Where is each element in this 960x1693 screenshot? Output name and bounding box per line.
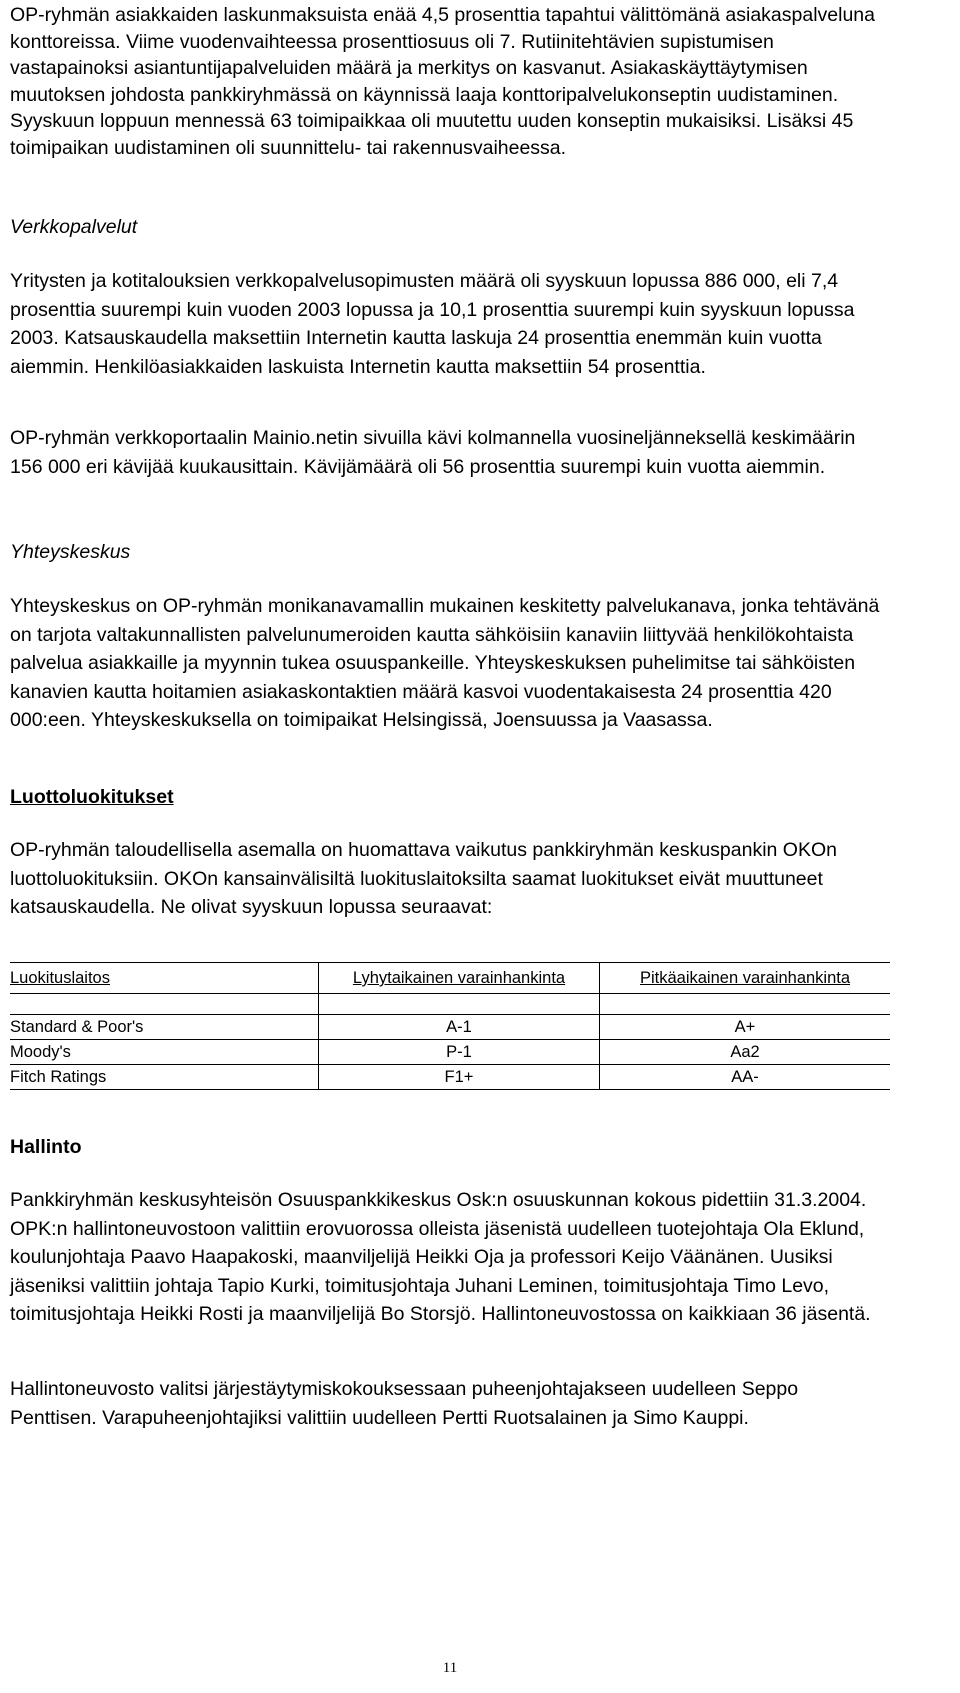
page-number: 11 [442,1660,458,1676]
table-header-cell: Pitkäaikainen varainhankinta [599,963,890,993]
verkkopalvelut-paragraph-1: Yritysten ja kotitalouksien verkkopalvelusopimusten määrä oli syyskuun lopussa 886 000, eli 7,4 prosenttia suurempi kuin vuoden 2003 lopussa ja 10,1 prosenttia suurempi kuin syyskuun lopussa 2003. Katsauskaudella maksettiin Internetin kautta laskuja 24 prosenttia enemmän kuin vuotta aiemmin. Henkilöasiakkaiden laskuista Internetin kautta maksettiin 54 prosenttia. [10,270,855,378]
table-cell: AA- [599,1065,890,1089]
table-cell: Aa2 [599,1040,890,1064]
table-cell: Standard & Poor's [10,1018,144,1036]
table-cell: P-1 [318,1040,599,1064]
yhteyskeskus-paragraph-1: Yhteyskeskus on OP-ryhmän monikanavamallin mukainen keskitetty palvelukanava, jonka tehtävänä on tarjota valtakunnallisten palvelunumeroiden kautta sähköisiin kanaviin liittyvää henkilökohtaista palvelua asiakkaille ja myynnin tukea osuuspankeille. Yhteyskeskuksen puhelimitse tai sähköisten kanavien kautta hoitamien asiakaskontaktien määrä kasvoi vuodentakaisesta 24 prosenttia 420 000:een. Yhteyskeskuksella on toimipaikat Helsingissä, Joensuussa ja Vaasassa. [10,595,880,731]
credit-ratings-table [10,962,890,1090]
section-heading-yhteyskeskus: Yhteyskeskus [10,541,131,563]
table-cell: Moody's [10,1043,71,1061]
table-header-cell: Lyhytaikainen varainhankinta [318,963,599,993]
table-header-cell: Luokituslaitos [10,969,110,987]
hallinto-paragraph-1: Pankkiryhmän keskusyhteisön Osuuspankkikeskus Osk:n osuuskunnan kokous pidettiin 31.3.2004. OPK:n hallintoneuvostoon valittiin erovuorossa olleista jäsenistä uudelleen tuotejohtaja Ola Eklund, koulunjohtaja Paavo Haapakoski, maanviljelijä Heikki Oja ja professori Keijo Väänänen. Uusiksi jäseniksi valittiin johtaja Tapio Kurki, toimitusjohtaja Juhani Leminen, toimitusjohtaja Timo Levo, toimitusjohtaja Heikki Rosti ja maanviljelijä Bo Storsjö. Hallintoneuvostossa on kaikkiaan 36 jäsentä. [10,1189,871,1325]
table-cell: F1+ [318,1065,599,1089]
table-cell: Fitch Ratings [10,1068,107,1086]
hallinto-paragraph-2: Hallintoneuvosto valitsi järjestäytymiskokouksessaan puheenjohtajakseen uudelleen Seppo Penttisen. Varapuheenjohtajiksi valittiin uudelleen Pertti Ruotsalainen ja Simo Kauppi. [10,1378,799,1429]
intro-paragraph: OP-ryhmän asiakkaiden laskunmaksuista enää 4,5 prosenttia tapahtui välittömänä asiakaspalveluna konttoreissa. Viime vuodenvaihteessa prosenttiosuus oli 7. Rutiinitehtävien supistumisen vastapainoksi asiantuntijapalveluiden määrä ja merkitys on kasvanut. Asiakaskäyttäytymisen muutoksen johdosta pankkiryhmässä on käynnissä laaja konttoripalvelukonseptin uudistaminen. Syyskuun loppuun mennessä 63 toimipaikkaa oli muutettu uuden konseptin mukaisiksi. Lisäksi 45 toimipaikan uudistaminen oli suunnittelu- tai rakennusvaiheessa. [10,4,875,159]
table-spacer-row [10,994,890,1015]
table-row [10,1065,890,1090]
section-heading-verkkopalvelut: Verkkopalvelut [10,216,138,238]
table-cell: A-1 [318,1015,599,1039]
table-row [10,1015,890,1040]
table-cell: A+ [599,1015,890,1039]
table-row [10,1040,890,1065]
section-heading-luottoluokitukset: Luottoluokitukset [10,786,174,808]
table-header-row [10,962,890,994]
verkkopalvelut-paragraph-2: OP-ryhmän verkkoportaalin Mainio.netin sivuilla kävi kolmannella vuosineljänneksellä keskimäärin 156 000 eri kävijää kuukausittain. Kävijämäärä oli 56 prosenttia suurempi kuin vuotta aiemmin. [10,427,856,478]
section-heading-hallinto: Hallinto [10,1136,82,1158]
luottoluokitukset-paragraph-1: OP-ryhmän taloudellisella asemalla on huomattava vaikutus pankkiryhmän keskuspankin OKOn luottoluokituksiin. OKOn kansainvälisiltä luokituslaitoksilta saamat luokitukset eivät muuttuneet katsauskaudella. Ne olivat syyskuun lopussa seuraavat: [10,839,837,918]
